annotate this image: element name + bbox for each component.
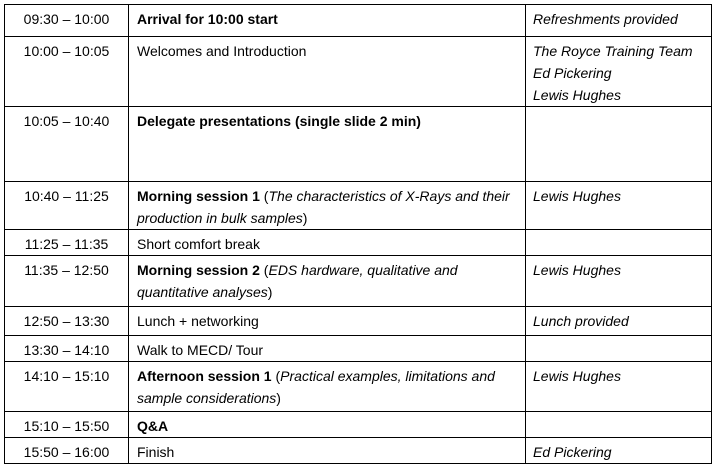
session-description: Practical examples, limitations and sample considerations xyxy=(137,368,495,406)
note-line: Lunch provided xyxy=(533,313,629,329)
notes-cell xyxy=(526,336,712,362)
notes-cell xyxy=(526,256,712,307)
note-line: Ed Pickering xyxy=(533,444,612,460)
session-title: Walk to MECD/ Tour xyxy=(137,342,264,358)
note-line: Lewis Hughes xyxy=(533,368,621,384)
session-cell xyxy=(129,412,526,438)
session-title: Morning session 1 xyxy=(137,188,260,204)
session-cell: Morning session 2 (EDS hardware, qualitative and quantitative analyses) xyxy=(129,256,526,307)
notes-cell xyxy=(526,438,712,464)
session-cell xyxy=(129,336,526,362)
time-cell: 09:30 – 10:00 xyxy=(5,5,129,37)
agenda-row xyxy=(5,5,712,37)
agenda-row xyxy=(5,37,712,107)
session-cell xyxy=(129,5,526,37)
session-description: EDS hardware, qualitative and quantitative analyses xyxy=(137,262,458,300)
session-title: Short comfort break xyxy=(137,236,260,252)
session-cell xyxy=(129,438,526,464)
agenda-row xyxy=(5,182,712,230)
notes-cell xyxy=(526,412,712,438)
session-cell: Morning session 1 (The characteristics of X-Rays and their production in bulk samples) xyxy=(129,182,526,230)
session-title: Lunch + networking xyxy=(137,313,259,329)
note-line: Lewis Hughes xyxy=(533,87,621,103)
time-cell: 10:40 – 11:25 xyxy=(5,182,129,230)
session-title: Finish xyxy=(137,444,175,460)
session-cell: Afternoon session 1 (Practical examples, limitations and sample considerations) xyxy=(129,362,526,412)
time-cell: 15:10 – 15:50 xyxy=(5,412,129,438)
time-cell: 15:50 – 16:00 xyxy=(5,438,129,464)
session-title: Welcomes and Introduction xyxy=(137,43,307,59)
agenda-table xyxy=(4,4,712,464)
session-title: Morning session 2 xyxy=(137,262,260,278)
time-cell: 10:05 – 10:40 xyxy=(5,107,129,182)
note-line: The Royce Training Team xyxy=(533,43,693,59)
session-cell xyxy=(129,230,526,256)
note-line: Refreshments provided xyxy=(533,11,678,27)
agenda-row xyxy=(5,438,712,464)
notes-cell xyxy=(526,182,712,230)
notes-cell xyxy=(526,37,712,107)
note-line: Ed Pickering xyxy=(533,65,612,81)
session-cell xyxy=(129,107,526,182)
notes-cell xyxy=(526,5,712,37)
agenda-row xyxy=(5,256,712,307)
time-cell: 14:10 – 15:10 xyxy=(5,362,129,412)
session-title: Q&A xyxy=(137,418,169,434)
agenda-row xyxy=(5,336,712,362)
agenda-row xyxy=(5,107,712,182)
session-description: The characteristics of X-Rays and their production in bulk samples xyxy=(137,188,510,226)
session-title: Arrival for 10:00 start xyxy=(137,11,278,27)
session-title: Afternoon session 1 xyxy=(137,368,272,384)
time-cell: 12:50 – 13:30 xyxy=(5,307,129,336)
notes-cell xyxy=(526,107,712,182)
session-title: Delegate presentations (single slide 2 min) xyxy=(137,113,421,129)
time-cell: 11:35 – 12:50 xyxy=(5,256,129,307)
note-line: Lewis Hughes xyxy=(533,262,621,278)
agenda-body xyxy=(5,5,712,464)
agenda-row xyxy=(5,307,712,336)
time-cell: 11:25 – 11:35 xyxy=(5,230,129,256)
notes-cell xyxy=(526,307,712,336)
agenda-row xyxy=(5,412,712,438)
session-cell xyxy=(129,307,526,336)
agenda-row xyxy=(5,230,712,256)
session-cell xyxy=(129,37,526,107)
note-line: Lewis Hughes xyxy=(533,188,621,204)
agenda-row xyxy=(5,362,712,412)
time-cell: 13:30 – 14:10 xyxy=(5,336,129,362)
time-cell: 10:00 – 10:05 xyxy=(5,37,129,107)
notes-cell xyxy=(526,230,712,256)
notes-cell xyxy=(526,362,712,412)
